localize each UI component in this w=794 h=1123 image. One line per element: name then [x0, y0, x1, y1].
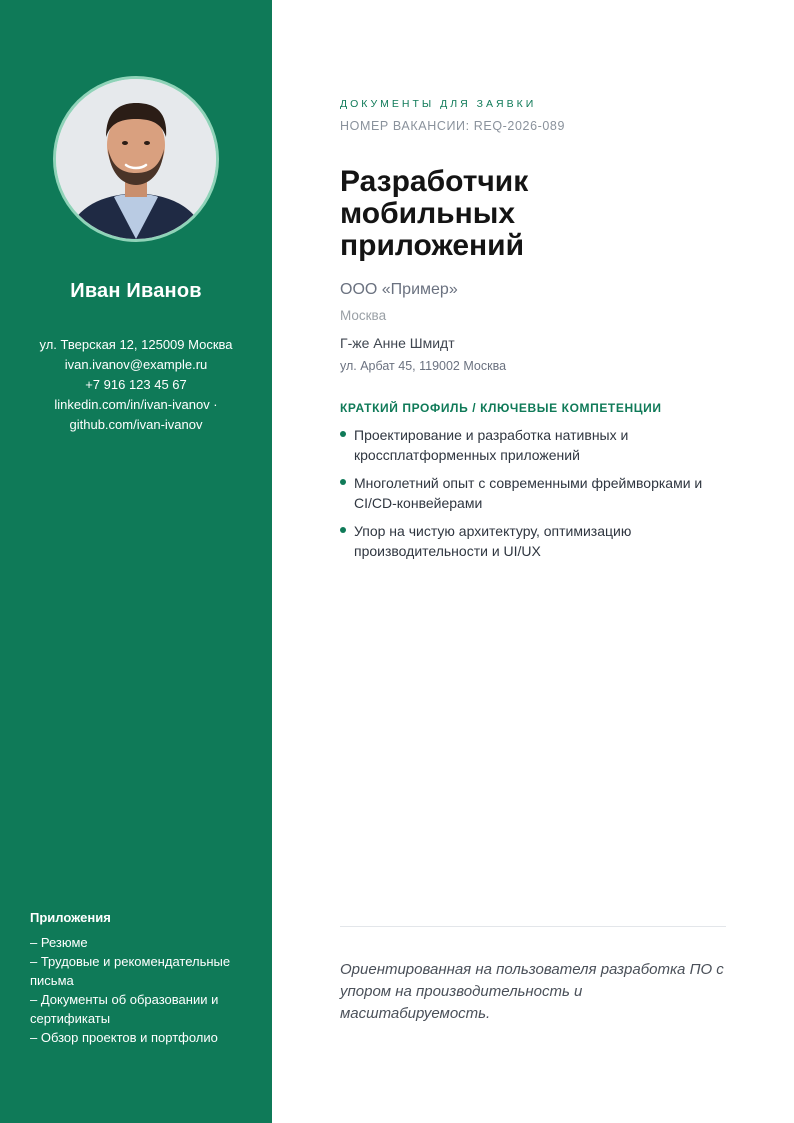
contact-phone[interactable]: +7 916 123 45 67: [85, 377, 187, 392]
attachments-title: Приложения: [30, 910, 111, 925]
profile-item: Упор на чистую архитектуру, оптимизацию производительности и UI/UX: [340, 521, 720, 561]
contact-info: [20, 335, 252, 435]
job-title: Разработчик мобильных приложений: [340, 165, 529, 262]
tagline: Ориентированная на пользователя разработка ПО с упором на производительность и масштабируемость.: [340, 961, 724, 1022]
attachment-item: – Трудовые и рекомендательные письма: [30, 954, 231, 988]
sidebar: [0, 0, 272, 1123]
attachment-item: – Документы об образовании и сертификаты: [30, 992, 219, 1026]
contact-github[interactable]: github.com/ivan-ivanov: [69, 417, 203, 432]
contact-email[interactable]: ivan.ivanov@example.ru: [64, 357, 208, 372]
profile-heading: КРАТКИЙ ПРОФИЛЬ / КЛЮЧЕВЫЕ КОМПЕТЕНЦИИ: [340, 401, 662, 415]
applicant-name: Иван Иванов: [70, 280, 202, 302]
footer-divider: [340, 926, 726, 927]
attachments-block: [30, 908, 252, 1047]
contact-linkedin[interactable]: linkedin.com/in/ivan-ivanov ·: [54, 397, 218, 412]
recipient-address: ул. Арбат 45, 119002 Москва: [340, 359, 507, 373]
profile-item: Проектирование и разработка нативных и кроссплатформенных приложений: [340, 425, 720, 465]
company-name: ООО «Пример»: [340, 281, 458, 298]
profile-list: [340, 425, 720, 569]
attachment-item: – Обзор проектов и портфолио: [30, 1030, 218, 1045]
profile-item: Многолетний опыт с современными фреймворками и CI/CD-конвейерами: [340, 473, 720, 513]
contact-address: ул. Тверская 12, 125009 Москва: [39, 337, 233, 352]
recipient-name: Г-же Анне Шмидт: [340, 335, 455, 351]
attachment-item: – Резюме: [30, 935, 88, 950]
vacancy-reference: НОМЕР ВАКАНСИИ: REQ-2026-089: [340, 119, 566, 133]
company-city: Москва: [340, 308, 387, 323]
profile-photo: [53, 76, 219, 242]
document-kicker: ДОКУМЕНТЫ ДЛЯ ЗАЯВКИ: [340, 98, 537, 110]
